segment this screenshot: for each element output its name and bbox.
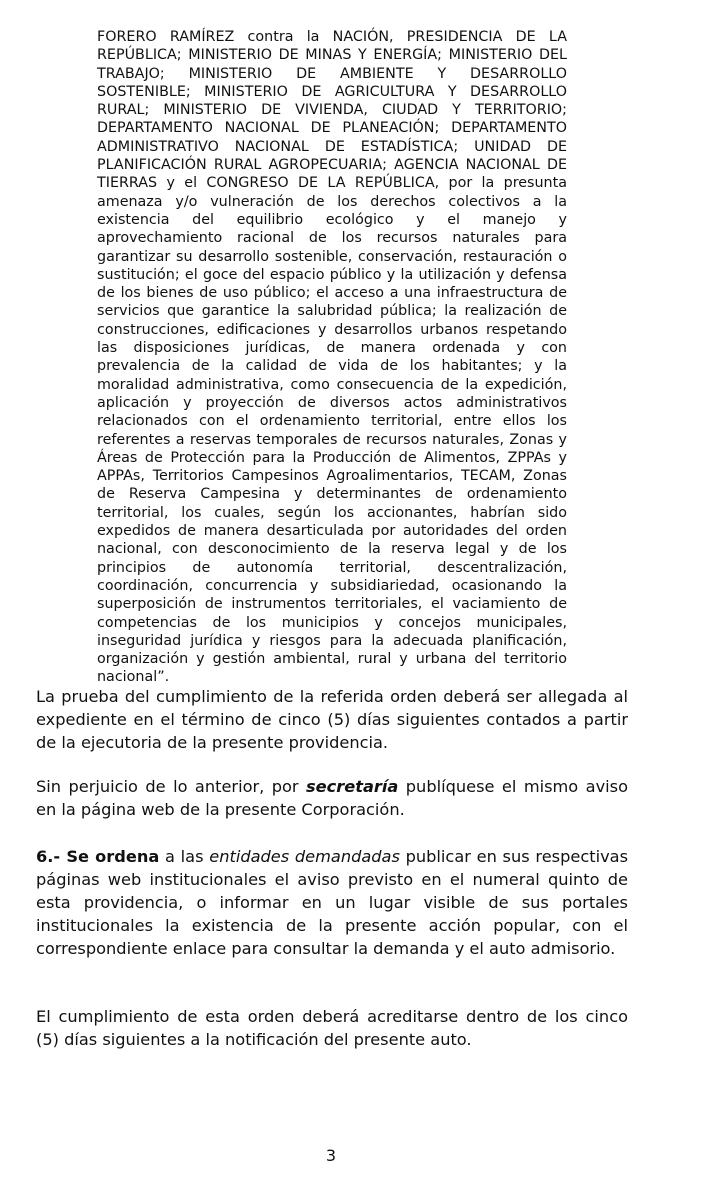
paragraph-proof-of-compliance: La prueba del cumplimiento de la referida orden deberá ser allegada al expediente en el término de cinco (5) días siguientes contados a partir de la ejecutoria de la presente providencia. xyxy=(36,687,628,752)
paragraph-text: Sin perjuicio de lo anterior, por xyxy=(36,777,307,796)
paragraph-text: publíquese el mismo aviso en la página web de la presente Corporación. xyxy=(36,777,629,819)
paragraph-secretaria-publication xyxy=(36,775,628,821)
order-number-label: 6.- Se ordena xyxy=(36,847,160,866)
quoted-text-block: FORERO RAMÍREZ contra la NACIÓN, PRESIDENCIA DE LA REPÚBLICA; MINISTERIO DE MINAS Y ENERGÍA; MINISTERIO DEL TRABAJO; MINISTERIO DE AMBIENTE Y DESARROLLO SOSTENIBLE; MINISTERIO DE AGRICULTURA Y DESARROLLO RURAL; MINISTERIO DE VIVIENDA, CIUDAD Y TERRITORIO; DEPARTAMENTO NACIONAL DE PLANEACIÓN; DEPARTAMENTO ADMINISTRATIVO NACIONAL DE ESTADÍSTICA; UNIDAD DE PLANIFICACIÓN RURAL AGROPECUARIA; AGENCIA NACIONAL DE TIERRAS y el CONGRESO DE LA REPÚBLICA, por la presunta amenaza y/o vulneración de los derechos colectivos a la existencia del equilibrio ecológico y el manejo y aprovechamiento racional de los recursos naturales para garantizar su desarrollo sostenible, conservación, restauración o sustitución; el goce del espacio público y la utilización y defensa de los bienes de uso público; el acceso a una infraestructura de servicios que garantice la salubridad pública; la realización de construcciones, edificaciones y desarrollos urbanos respetando las disposiciones jurídicas, de manera ordenada y con prevalencia de la calidad de vida de los habitantes; y la moralidad administrativa, como consecuencia de la expedición, aplicación y proyección de diversos actos administrativos relacionados con el ordenamiento territorial, entre ellos los referentes a reservas temporales de recursos naturales, Zonas y Áreas de Protección para la Producción de Alimentos, ZPPAs y APPAs, Territorios Campesinos Agroalimentarios, TECAM, Zonas de Reserva Campesina y determinantes de ordenamiento territorial, los cuales, según los accionantes, habrían sido expedidos de manera desarticulada por autoridades del orden nacional, con desconocimiento de la reserva legal y de los principios de autonomía territorial, descentralización, coordinación, concurrencia y subsidiariedad, ocasionando la superposición de instrumentos territoriales, el vaciamiento de competencias de los municipios y concejos municipales, inseguridad jurídica y riesgos para la adecuada planificación, organización y gestión ambiental, rural y urbana del territorio nacional”. xyxy=(97,29,567,686)
emphasis-entidades-demandadas: entidades demandadas xyxy=(209,847,400,866)
paragraph-compliance-deadline: El cumplimiento de esta orden deberá acreditarse dentro de los cinco (5) días siguientes a la notificación del presente auto. xyxy=(36,1007,628,1049)
paragraph-order-6 xyxy=(36,845,628,960)
page-number: 3 xyxy=(325,1146,337,1165)
emphasis-secretaria: secretaría xyxy=(306,777,399,796)
paragraph-text: a las xyxy=(159,847,210,866)
paragraph-text: publicar en sus respectivas páginas web institucionales el aviso previsto en el numeral quinto de esta providencia, o informar en un lugar visible de sus portales institucionales la existencia de la presente acción popular, con el correspondiente enlace para consultar la demanda y el auto admisorio. xyxy=(36,847,629,958)
